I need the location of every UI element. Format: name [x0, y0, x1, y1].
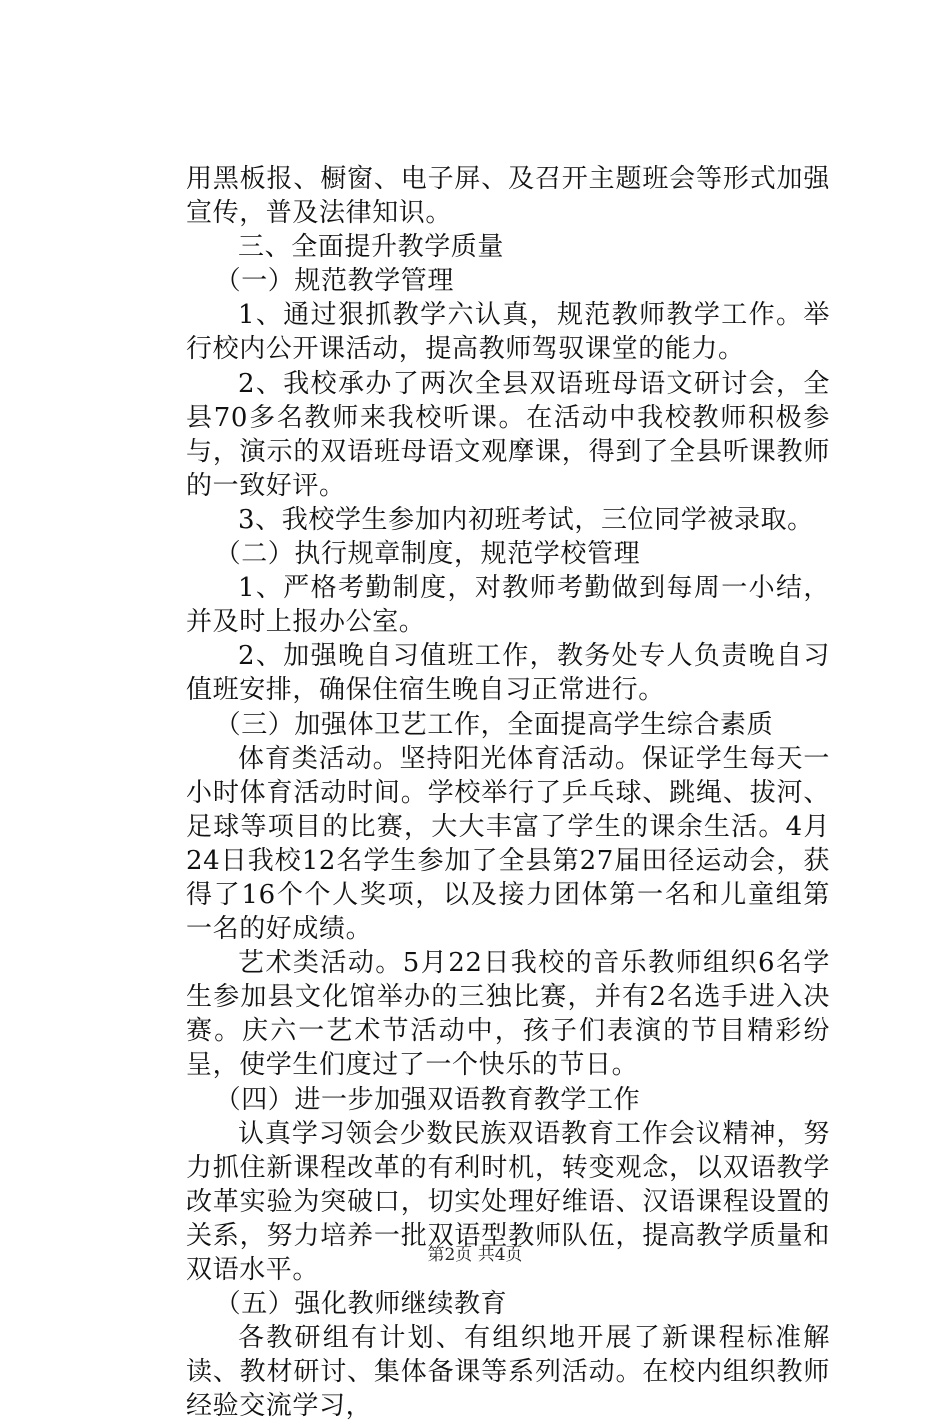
- paragraph: 3、我校学生参加内初班考试，三位同学被录取。: [238, 504, 814, 535]
- paragraph: 体育类活动。坚持阳光体育活动。保证学生每天一小时体育活动时间。学校举行了乒乓球、跳绳、拔河、足球等项目的比赛，大大丰富了学生的课余生活。4月24日我校12名学生参加了全县第27届田径运动会，获得了16个个人奖项，以及接力团体第一名和儿童组第一名的好成绩。: [186, 743, 830, 945]
- document-body: [186, 162, 830, 1423]
- paragraph: 各教研组有计划、有组织地开展了新课程标准解读、教材研讨、集体备课等系列活动。在校内组织教师经验交流学习，: [186, 1323, 830, 1422]
- paragraph: 艺术类活动。5月22日我校的音乐教师组织6名学生参加县文化馆举办的三独比赛，并有2名选手进入决赛。庆六一艺术节活动中，孩子们表演的节目精彩纷呈，使学生们度过了一个快乐的节日。: [186, 948, 830, 1081]
- paragraph: 2、加强晚自习值班工作，教务处专人负责晚自习值班安排，确保住宿生晚自习正常进行。: [186, 641, 830, 706]
- subsection-heading: （一）规范教学管理: [214, 266, 454, 297]
- subsection-heading: （三）加强体卫艺工作，全面提高学生综合素质: [214, 709, 774, 740]
- subsection-heading: （二）执行规章制度，规范学校管理: [214, 539, 641, 570]
- paragraph: 1、严格考勤制度，对教师考勤做到每周一小结，并及时上报办公室。: [186, 573, 830, 638]
- section-heading: 三、全面提升教学质量: [238, 232, 505, 263]
- subsection-heading: （四）进一步加强双语教育教学工作: [214, 1084, 641, 1115]
- paragraph: 认真学习领会少数民族双语教育工作会议精神，努力抓住新课程改革的有利时机，转变观念，以双语教学改革实验为突破口，切实处理好维语、汉语课程设置的关系，努力培养一批双语型教师队伍，提高教学质量和双语水平。: [186, 1118, 830, 1285]
- page-number-label: 第2页 共4页: [427, 1245, 523, 1265]
- paragraph-continuation: 用黑板报、橱窗、电子屏、及召开主题班会等形式加强宣传，普及法律知识。: [186, 164, 830, 229]
- paragraph: 1、通过狠抓教学六认真，规范教师教学工作。举行校内公开课活动，提高教师驾驭课堂的能力。: [186, 300, 830, 365]
- page-footer: [0, 1240, 950, 1265]
- paragraph: 2、我校承办了两次全县双语班母语文研讨会，全县70多名教师来我校听课。在活动中我校教师积极参与，演示的双语班母语文观摩课，得到了全县听课教师的一致好评。: [186, 368, 830, 501]
- subsection-heading: （五）强化教师继续教育: [214, 1289, 508, 1320]
